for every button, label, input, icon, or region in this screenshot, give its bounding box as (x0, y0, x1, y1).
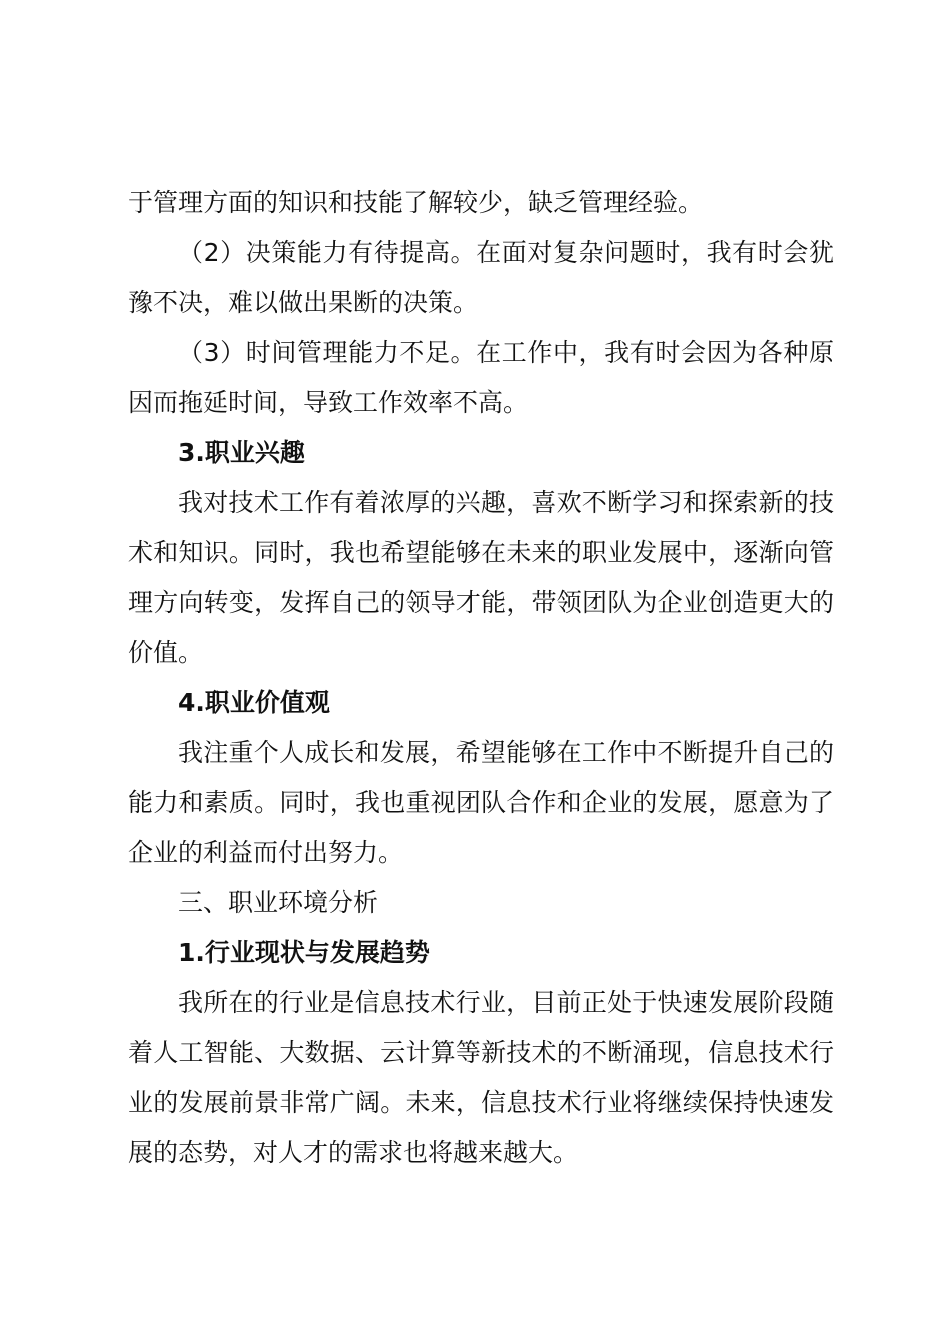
section-title-environment: 三、职业环境分析 (178, 888, 379, 917)
heading-career-values: 4.职业价值观 (178, 688, 330, 717)
paragraph-decision-ability: （2）决策能力有待提高。在面对复杂问题时，我有时会犹豫不决，难以做出果断的决策。 (128, 238, 834, 317)
paragraph-career-interest: 我对技术工作有着浓厚的兴趣，喜欢不断学习和探索新的技术和知识。同时，我也希望能够在未来的职业发展中，逐渐向管理方向转变，发挥自己的领导才能，带领团队为企业创造更大的价值。 (128, 488, 834, 667)
heading-career-interest: 3.职业兴趣 (178, 438, 305, 467)
heading-industry-status: 1.行业现状与发展趋势 (178, 938, 430, 967)
paragraph-management-knowledge: 于管理方面的知识和技能了解较少，缺乏管理经验。 (128, 188, 704, 217)
document-page (128, 178, 834, 1178)
paragraph-industry-status: 我所在的行业是信息技术行业，目前正处于快速发展阶段随着人工智能、大数据、云计算等新技术的不断涌现，信息技术行业的发展前景非常广阔。未来，信息技术行业将继续保持快速发展的态势，对人才的需求也将越来越大。 (128, 988, 834, 1167)
paragraph-career-values: 我注重个人成长和发展，希望能够在工作中不断提升自己的能力和素质。同时，我也重视团队合作和企业的发展，愿意为了企业的利益而付出努力。 (128, 738, 834, 867)
paragraph-time-management: （3）时间管理能力不足。在工作中，我有时会因为各种原因而拖延时间，导致工作效率不高。 (128, 338, 834, 417)
